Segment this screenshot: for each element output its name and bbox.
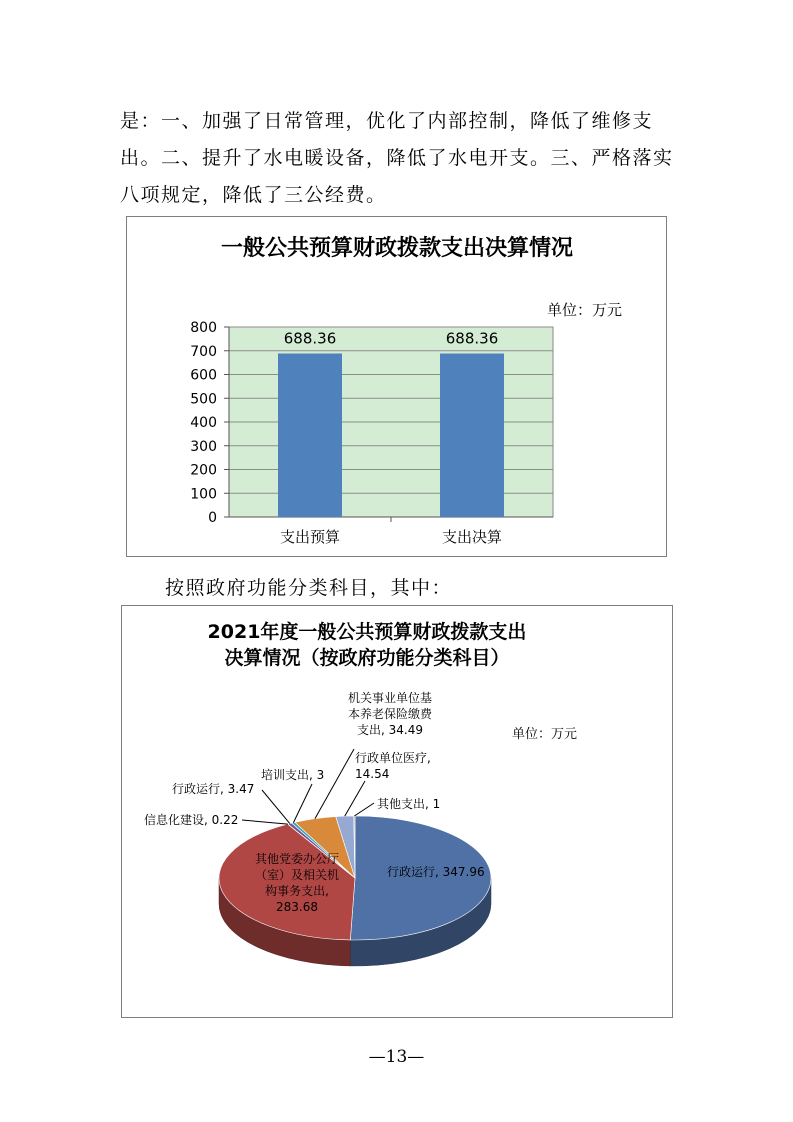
y-tick-label: 100 bbox=[190, 486, 217, 503]
pie-slice-label bbox=[144, 812, 238, 827]
pie-label-line: 283.68 bbox=[276, 900, 318, 914]
y-tick-label: 0 bbox=[208, 510, 217, 526]
leader-line bbox=[293, 784, 312, 823]
pie-label-line: 其他党委办公厅 bbox=[254, 852, 340, 866]
chart-title: 一般公共预算财政拨款支出决算情况 bbox=[220, 236, 574, 261]
bar bbox=[278, 354, 342, 517]
pie-label-line: 培训支出, 3 bbox=[261, 768, 325, 782]
pie-slice-label bbox=[348, 690, 433, 737]
x-tick-label: 支出预算 bbox=[279, 528, 341, 546]
leader-line bbox=[242, 820, 288, 824]
pie-label-line: 构事务支出, bbox=[265, 884, 329, 898]
pie-title-line1: 2021年度一般公共预算财政拨款支出 bbox=[207, 621, 527, 643]
pie-chart bbox=[121, 605, 673, 1018]
leader-line bbox=[354, 803, 374, 816]
pie-chart-svg bbox=[122, 606, 672, 1017]
pie-slice-label bbox=[387, 864, 485, 879]
pie-slice-label bbox=[261, 767, 324, 782]
body-paragraph-2: 按照政府功能分类科目，其中： bbox=[165, 577, 453, 599]
y-tick-label: 300 bbox=[190, 438, 217, 455]
bar bbox=[440, 354, 504, 517]
pie-slice-label bbox=[355, 750, 431, 781]
leader-line bbox=[315, 749, 354, 819]
pie-label-line: 信息化建设, 0.22 bbox=[144, 813, 239, 827]
pie-slice-label bbox=[172, 781, 254, 796]
pie-title-line2: 决算情况（按政府功能分类科目） bbox=[224, 647, 510, 669]
y-tick-label: 400 bbox=[190, 415, 217, 431]
data-label: 688.36 bbox=[445, 329, 499, 348]
pie-label-line: 机关事业单位基 bbox=[347, 691, 433, 705]
pie-label-line: 支出, 34.49 bbox=[357, 723, 423, 737]
pie-label-line: 行政单位医疗, bbox=[355, 751, 431, 765]
y-tick-label: 500 bbox=[190, 391, 217, 408]
x-tick-label: 支出决算 bbox=[441, 528, 503, 546]
page-number: —13— bbox=[368, 1047, 425, 1067]
pie-label-line: 行政运行, 3.47 bbox=[172, 782, 255, 796]
pie-label-line: 其他支出, 1 bbox=[377, 797, 441, 811]
pie-unit-label: 单位：万元 bbox=[512, 727, 578, 742]
unit-label: 单位：万元 bbox=[547, 301, 623, 319]
bar-chart bbox=[126, 216, 667, 557]
bar-chart-svg bbox=[127, 217, 666, 556]
y-tick-label: 600 bbox=[190, 367, 217, 384]
pie-label-line: （室）及相关机 bbox=[254, 868, 340, 882]
leader-line bbox=[262, 790, 290, 824]
y-tick-label: 700 bbox=[190, 343, 217, 360]
pie-label-line: 行政运行, 347.96 bbox=[387, 865, 485, 879]
data-label: 688.36 bbox=[283, 329, 337, 348]
pie-slice-label bbox=[377, 796, 440, 811]
y-tick-label: 800 bbox=[190, 320, 217, 336]
pie-label-line: 14.54 bbox=[355, 767, 390, 781]
pie-label-line: 本养老保险缴费 bbox=[347, 707, 433, 721]
y-tick-label: 200 bbox=[190, 462, 217, 479]
body-paragraph: 是：一、加强了日常管理，优化了内部控制，降低了维修支出。二、提升了水电暖设备，降低了水电开支。三、严格落实八项规定，降低了三公经费。 bbox=[120, 110, 674, 206]
